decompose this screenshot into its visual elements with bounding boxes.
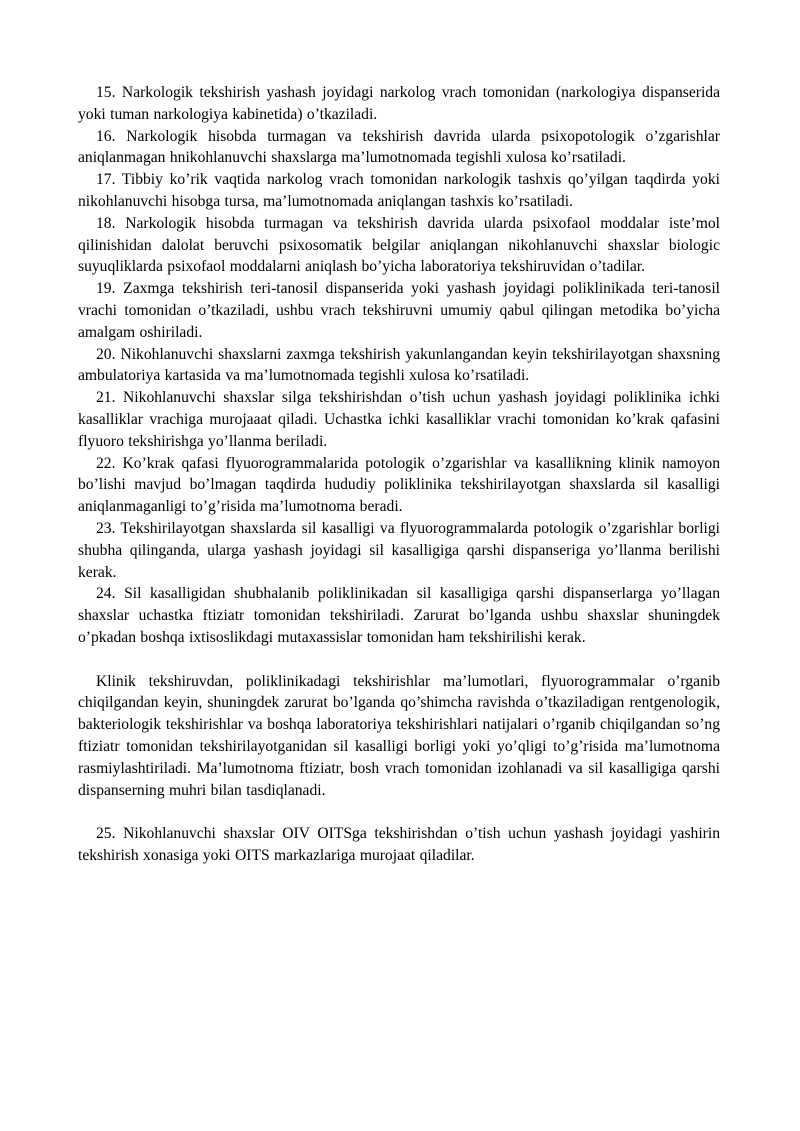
paragraph-16: 16. Narkologik hisobda turmagan va tekshirish davrida ularda psixopotologik o’zgarishlar aniqlanmagan hnikohlanuvchi shaxslarga ma’lumotnomada tegishli xulosa ko’rsatiladi. [78,127,720,167]
paragraph-15: 15. Narkologik tekshirish yashash joyidagi narkolog vrach tomonidan (narkologiya dispanserida yoki tuman narkologiya kabinetida) o’tkaziladi. [78,84,720,123]
paragraph-19: 19. Zaxmga tekshirish teri-tanosil dispanserida yoki yashash joyidagi poliklinikada teri-tanosil vrachi tomonidan o’tkaziladi, ushbu vrach tekshiruvni umumiy qabul qilingan metodika bo’yicha amalgam oshiriladi. [78,280,720,341]
paragraph-25: 25. Nikohlanuvchi shaxslar OIV OITSga tekshirishdan o’tish uchun yashash joyidagi yashirin tekshirish xonasiga yoki OITS markazlariga murojaat qiladilar. [78,825,720,864]
paragraph-20: 20. Nikohlanuvchi shaxslarni zaxmga tekshirish yakunlangandan keyin tekshirilayotgan shaxsning ambulatoriya kartasida va ma’lumotnomada tegishli xulosa ko’rsatiladi. [78,345,720,385]
paragraph-23: 23. Tekshirilayotgan shaxslarda sil kasalligi va flyuorogrammalarda potologik o’zgarishlar borligi shubha qilinganda, ularga yashash joyidagi sil kasalligiga qarshi dispanseriga yo’llanma berilishi kerak. [78,519,720,581]
paragraph-gap [78,649,720,671]
document-body [78,82,720,867]
paragraph-22: 22. Ko’krak qafasi flyuorogrammalarida potologik o’zgarishlar va kasallikning klinik namoyon bo’lishi mavjud bo’lmagan taqdirda hududiy poliklinika tekshirilayotgan shaxslarda sil kasalligi aniqlanmaganligi to’g’risida ma’lumotnoma beradi. [78,454,720,516]
paragraph-24: 24. Sil kasalligidan shubhalanib poliklinikadan sil kasalligiga qarshi dispanserlarga yo’llagan shaxslar uchastka ftiziatr tomonidan tekshiriladi. Zarurat bo’lganda ushbu shaxslar shuningdek o’pkadan boshqa ixtisoslikdagi mutaxassislar tomonidan ham tekshirilishi kerak. [78,585,720,646]
paragraph-klinik: Klinik tekshiruvdan, poliklinikadagi tekshirishlar ma’lumotlari, flyuorogrammalar o’rganib chiqilgandan keyin, shuningdek zarurat bo’lganda qo’shimcha ravishda o’tkaziladigan rentgenologik, bakteriologik tekshirishlar va boshqa laboratoriya tekshirishlari natijalari o’rganib chiqilgandan so’ng ftiziatr tomonidan tekshirilayotganidan sil kasalligi borligi yoki yo’qligi to’g’risida ma’lumotnoma rasmiylashtiriladi. Ma’lumotnoma ftiziatr, bosh vrach tomonidan izohlanadi va sil kasalligiga qarshi dispanserning muhri bilan tasdiqlanadi. [78,672,720,799]
paragraph-gap [78,801,720,823]
paragraph-21: 21. Nikohlanuvchi shaxslar silga tekshirishdan o’tish uchun yashash joyidagi poliklinika ichki kasalliklar vrachiga murojaaat qiladi. Uchastka ichki kasalliklar vrachi tomonidan ko’krak qafasini flyuoro tekshirishga yo’llanma beriladi. [78,389,720,450]
paragraph-17: 17. Tibbiy ko’rik vaqtida narkolog vrach tomonidan narkologik tashxis qo’yilgan taqdirda yoki nikohlanuvchi hisobga tursa, ma’lumotnomada aniqlangan tashxis ko’rsatiladi. [78,171,720,210]
paragraph-18: 18. Narkologik hisobda turmagan va tekshirish davrida ularda psixofaol moddalar iste’mol qilinishidan dalolat beruvchi psixosomatik belgilar aniqlangan nikohlanuvchi shaxslar biologic suyuqliklarda psixofaol moddalarni aniqlash bo’yicha laboratoriya tekshiruvidan o’tadilar. [78,214,720,276]
